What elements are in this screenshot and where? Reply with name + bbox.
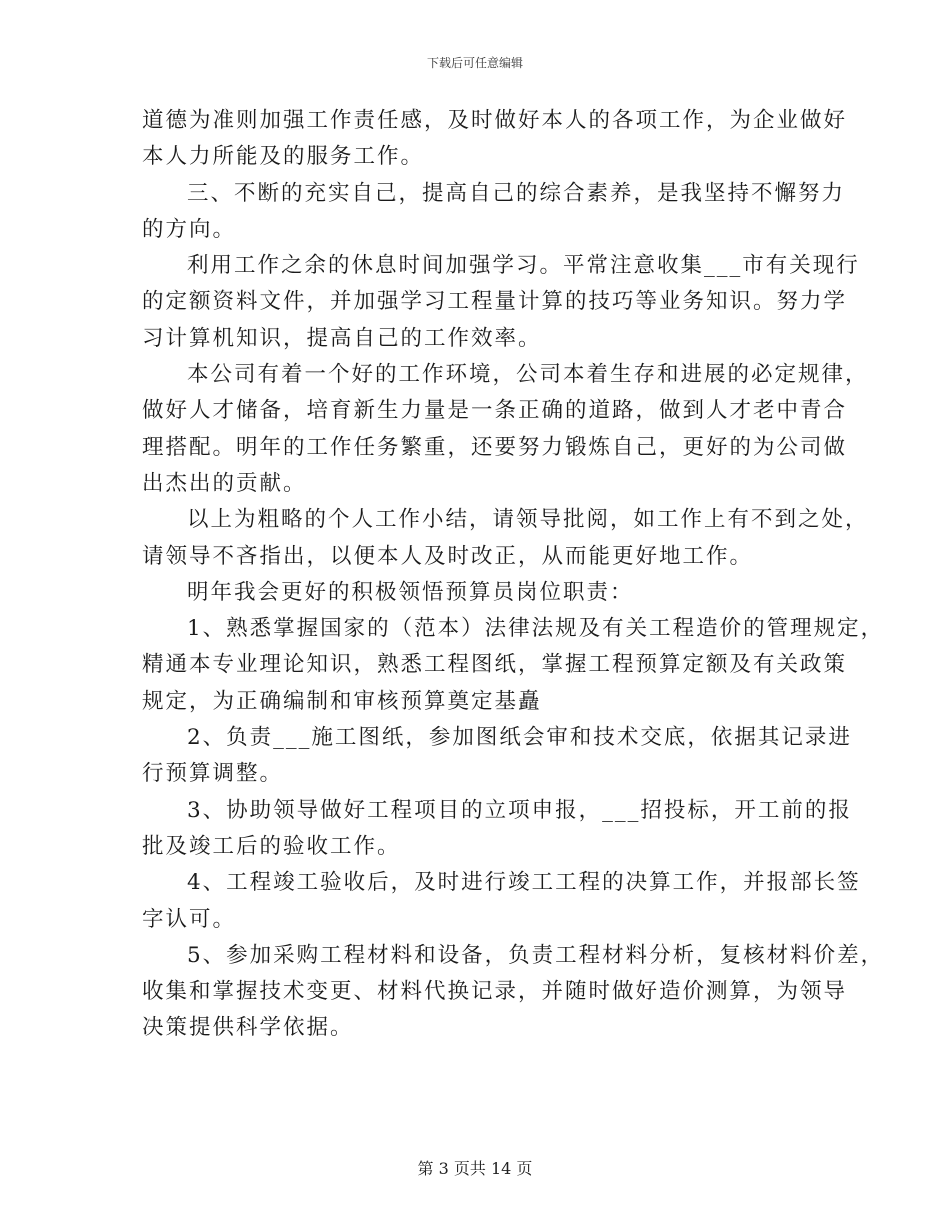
text-line: 习计算机知识，提高自己的工作效率。 <box>142 325 542 351</box>
text-line: 理搭配。明年的工作任务繁重，还要努力锻炼自己，更好的为公司做 <box>142 434 848 460</box>
text-line: 做好人才储备，培育新生力量是一条正确的道路，做到人才老中青合 <box>142 398 848 424</box>
text-line: 决策提供科学依据。 <box>142 1015 354 1041</box>
text-line: 行预算调整。 <box>142 761 284 787</box>
text-line: 4、工程竣工验收后，及时进行竣工工程的决算工作，并报部长签 <box>187 870 861 896</box>
text-line: 三、不断的充实自己，提高自己的综合素养，是我坚持不懈努力 <box>187 180 846 206</box>
text-line: 利用工作之余的休息时间加强学习。平常注意收集___市有关现行 <box>187 253 860 279</box>
text-line: 字认可。 <box>142 906 237 932</box>
text-line: 规定，为正确编制和审核预算奠定基矗 <box>142 688 542 714</box>
text-line: 的定额资料文件，并加强学习工程量计算的技巧等业务知识。努力学 <box>142 289 848 315</box>
page-footer: 第 3 页共 14 页 <box>417 1159 533 1178</box>
text-line: 收集和掌握技术变更、材料代换记录，并随时做好造价测算，为领导 <box>142 979 848 1005</box>
text-line: 以上为粗略的个人工作小结，请领导批阅，如工作上有不到之处， <box>187 507 869 533</box>
text-line: 道德为准则加强工作责任感，及时做好本人的各项工作，为企业做好 <box>142 108 848 133</box>
text-line: 精通本专业理论知识，熟悉工程图纸，掌握工程预算定额及有关政策 <box>142 652 848 678</box>
text-line: 2、负责___施工图纸，参加图纸会审和技术交底，依据其记录进 <box>187 725 852 751</box>
text-line: 请领导不吝指出，以便本人及时改正，从而能更好地工作。 <box>142 543 754 569</box>
text-line: 本人力所能及的服务工作。 <box>142 144 425 170</box>
text-line: 批及竣工后的验收工作。 <box>142 833 401 859</box>
text-line: 本公司有着一个好的工作环境，公司本着生存和进展的必定规律， <box>187 362 869 388</box>
document-body <box>142 103 885 1047</box>
text-line: 出杰出的贡献。 <box>142 470 307 496</box>
page-header: 下载后可任意编辑 <box>426 56 523 70</box>
text-line: 的方向。 <box>142 216 237 242</box>
text-line: 明年我会更好的积极领悟预算员岗位职责： <box>187 579 634 605</box>
text-line: 1、熟悉掌握国家的（范本）法律法规及有关工程造价的管理规定， <box>187 616 885 642</box>
text-line: 3、协助领导做好工程项目的立项申报，___招投标，开工前的报 <box>187 797 852 823</box>
text-line: 5、参加采购工程材料和设备，负责工程材料分析，复核材料价差， <box>187 942 885 968</box>
